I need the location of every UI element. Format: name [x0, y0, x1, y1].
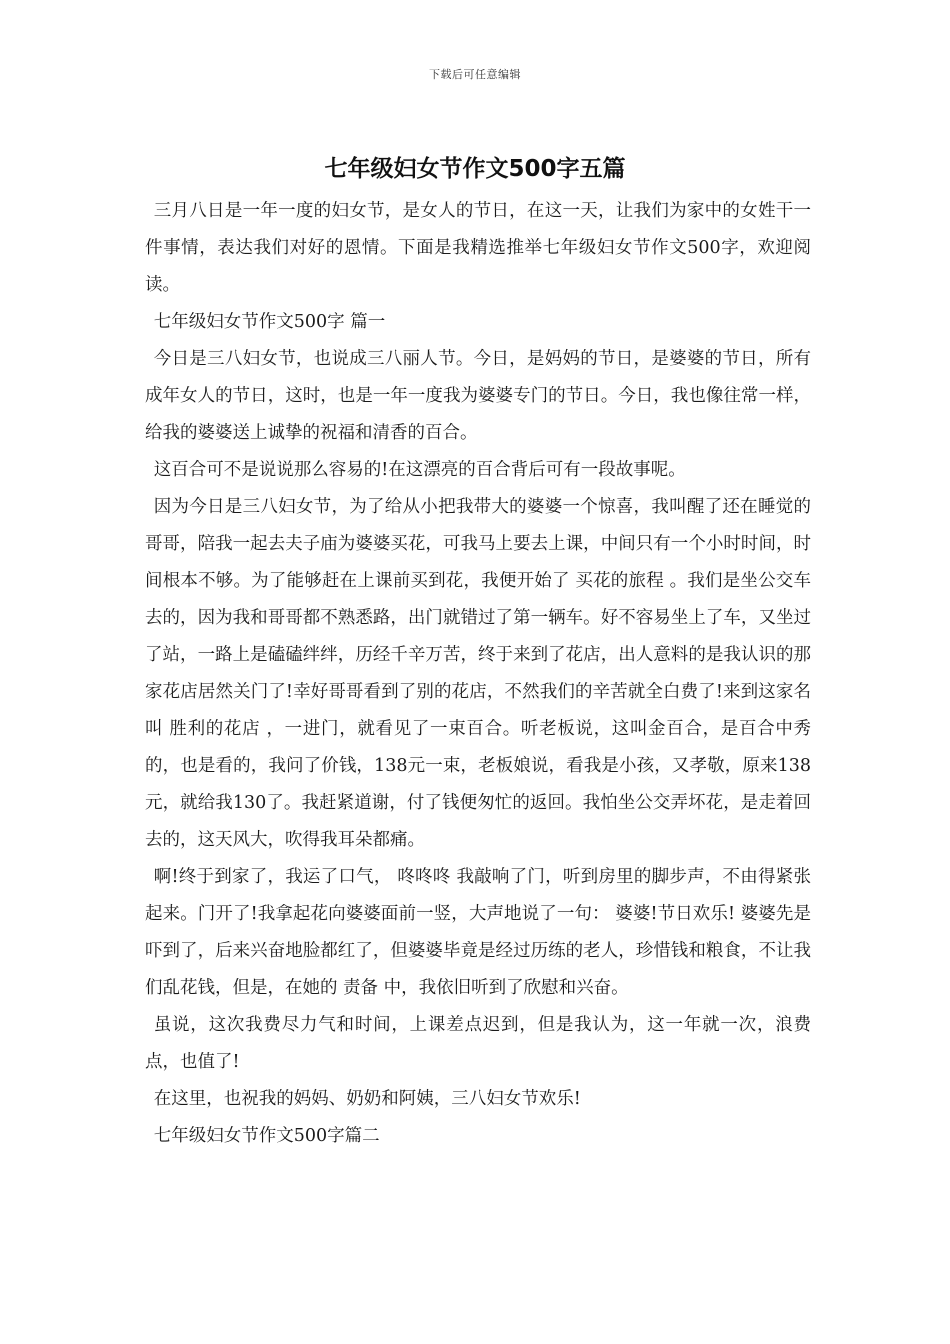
intro-paragraph: 三月八日是一年一度的妇女节，是女人的节日，在这一天，让我们为家中的女姓干一件事情，表达我们对好的恩情。下面是我精选推举七年级妇女节作文500字，欢迎阅读。	[145, 201, 811, 295]
body-paragraph: 啊!终于到家了，我运了口气， 咚咚咚 我敲响了门，听到房里的脚步声，不由得紧张起来。门开了!我拿起花向婆婆面前一竖，大声地说了一句： 婆婆!节日欢乐! 婆婆先是吓到了，后来兴奋地脸都红了，但婆婆毕竟是经过历练的老人，珍惜钱和粮食，不让我们乱花钱，但是，在她的 责备 中，我依旧听到了欣慰和兴奋。	[145, 867, 811, 998]
body-paragraph: 在这里，也祝我的妈妈、奶奶和阿姨，三八妇女节欢乐!	[153, 1089, 581, 1109]
document-body	[145, 193, 811, 1155]
header-note: 下载后可任意编辑	[429, 68, 521, 81]
body-paragraph: 今日是三八妇女节，也说成三八丽人节。今日，是妈妈的节日，是婆婆的节日，所有成年女人的节日，这时，也是一年一度我为婆婆专门的节日。今日，我也像往常一样，给我的婆婆送上诚挚的祝福和清香的百合。	[145, 349, 811, 443]
body-paragraph: 虽说，这次我费尽力气和时间，上课差点迟到，但是我认为，这一年就一次，浪费点，也值了!	[145, 1015, 811, 1072]
body-paragraph: 这百合可不是说说那么容易的!在这漂亮的百合背后可有一段故事呢。	[153, 460, 686, 480]
body-paragraph: 因为今日是三八妇女节，为了给从小把我带大的婆婆一个惊喜，我叫醒了还在睡觉的哥哥，陪我一起去夫子庙为婆婆买花，可我马上要去上课，中间只有一个小时时间，时间根本不够。为了能够赶在上课前买到花，我便开始了 买花的旅程 。我们是坐公交车去的，因为我和哥哥都不熟悉路，出门就错过了第一辆车。好不容易坐上了车，又坐过了站，一路上是磕磕绊绊，历经千辛万苦，终于来到了花店，出人意料的是我认识的那家花店居然关门了!幸好哥哥看到了别的花店，不然我们的辛苦就全白费了!来到这家名叫 胜利的花店 ，一进门，就看见了一束百合。听老板说，这叫金百合，是百合中秀的，也是看的，我问了价钱，138元一束，老板娘说，看我是小孩，又孝敬，原来138元，就给我130了。我赶紧道谢，付了钱便匆忙的返回。我怕坐公交弄坏花，是走着回去的，这天风大，吹得我耳朵都痛。	[145, 497, 811, 850]
section-heading-2: 七年级妇女节作文500字篇二	[153, 1126, 380, 1146]
section-heading-1: 七年级妇女节作文500字 篇一	[153, 312, 386, 332]
document-title: 七年级妇女节作文500字五篇	[324, 156, 626, 182]
